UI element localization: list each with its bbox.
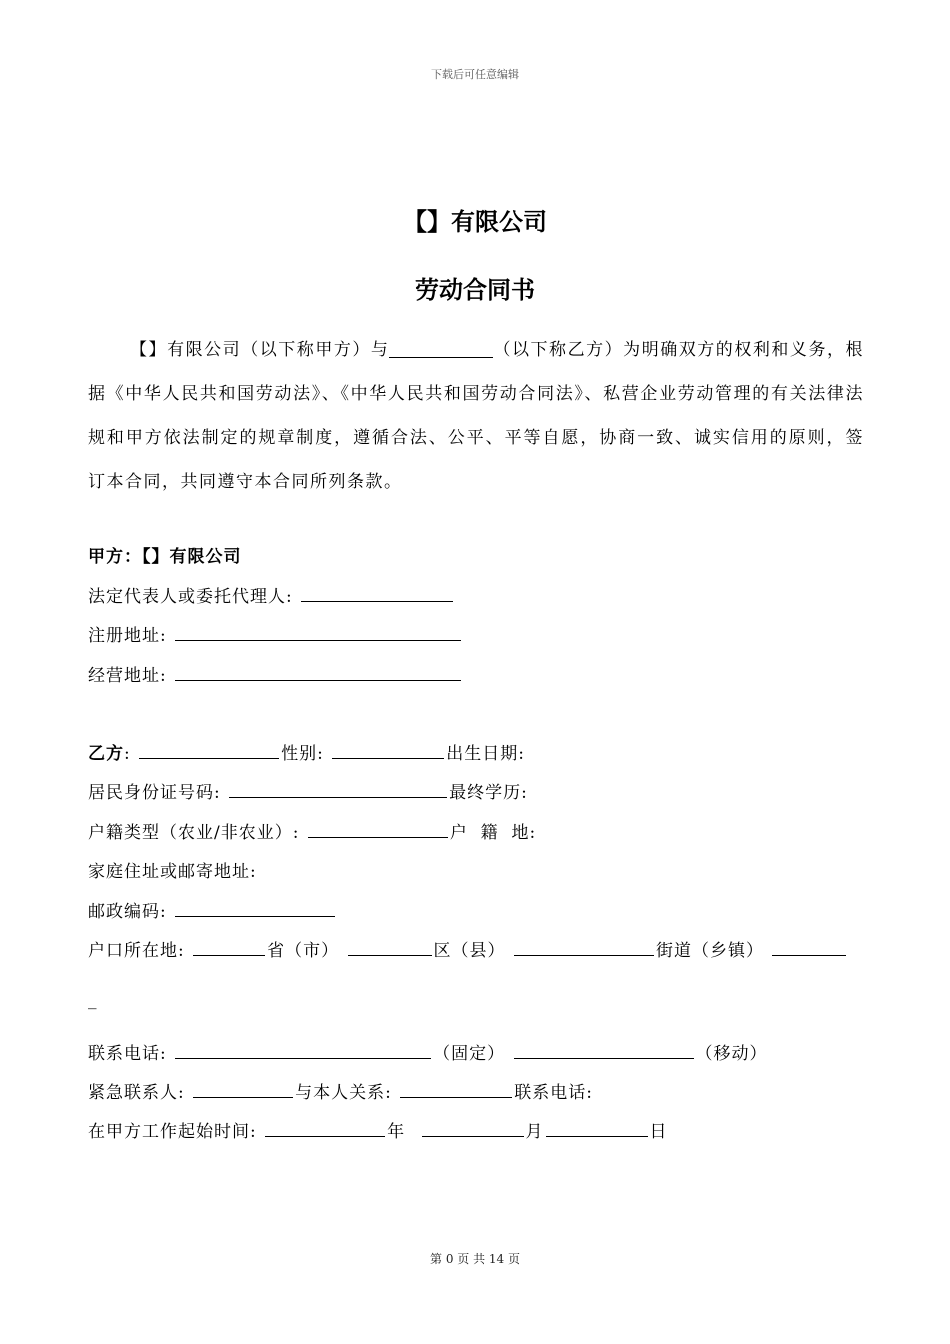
party-a-biz-blank	[175, 664, 461, 681]
page-header: 下载后可任意编辑	[431, 68, 519, 81]
mobile-label: （移动）	[695, 1044, 768, 1064]
party-a-biz-row	[88, 661, 463, 686]
hukou-type-label: 户籍类型（农业/非农业）:	[88, 823, 300, 843]
district-label: 区（县）	[433, 941, 506, 961]
hukou-place-label: 户 籍 地:	[449, 823, 537, 843]
start-time-row	[88, 1117, 668, 1142]
party-a-rep-label: 法定代表人或委托代理人:	[88, 587, 293, 607]
birth-label: 出生日期:	[446, 744, 526, 764]
phone-row	[88, 1039, 768, 1064]
party-a-rep-blank	[301, 585, 453, 602]
postcode-row	[88, 897, 337, 922]
street-trailing-blank	[772, 939, 846, 956]
id-label: 居民身份证号码:	[88, 783, 221, 803]
company-title: 【】有限公司	[403, 208, 547, 236]
emergency-phone-label: 联系电话:	[514, 1083, 594, 1103]
street-label: 街道（乡镇）	[655, 941, 764, 961]
hukou-loc-row	[88, 936, 848, 961]
education-label: 最终学历:	[449, 783, 528, 803]
phone-label: 联系电话:	[88, 1044, 167, 1064]
emergency-label: 紧急联系人:	[88, 1083, 185, 1103]
party-b-colon: :	[124, 744, 131, 764]
party-b-name-field	[139, 742, 279, 759]
fixed-phone-blank	[175, 1042, 431, 1059]
year-blank	[265, 1120, 385, 1137]
emergency-blank	[193, 1081, 293, 1098]
party-a-reg-label: 注册地址:	[88, 626, 167, 646]
party-a-biz-label: 经营地址:	[88, 666, 167, 686]
province-blank	[193, 939, 265, 956]
party-b-row-1	[88, 739, 525, 764]
postcode-label: 邮政编码:	[88, 902, 167, 922]
relation-label: 与本人关系:	[295, 1083, 392, 1103]
district-blank	[348, 939, 432, 956]
party-a-label: 甲方：【】有限公司	[88, 547, 242, 567]
intro-part1: 【】有限公司（以下称甲方）与	[130, 340, 390, 360]
document-title: 劳动合同书	[415, 276, 535, 304]
hukou-loc-label: 户口所在地:	[88, 941, 185, 961]
stray-mark: _	[88, 990, 98, 1010]
postcode-blank	[175, 900, 335, 917]
party-b-row-2	[88, 778, 528, 803]
emergency-row	[88, 1078, 593, 1103]
day-label: 日	[649, 1122, 668, 1142]
party-b-row-3	[88, 818, 536, 843]
year-label: 年	[387, 1122, 406, 1142]
party-a-reg-blank	[175, 624, 461, 641]
intro-paragraph	[88, 328, 864, 504]
party-b-label: 乙方	[88, 744, 124, 764]
province-label: 省（市）	[267, 941, 340, 961]
intro-part2: （以下称乙方）为明确双方的权利和义务，根据《中华人民共和国劳动法》、《中华人民共和国劳动合同法》、私营企业劳动管理的有关法律法规和甲方依法制定的规章制度，遵循合法、公平、平等自愿，协商一致、诚实信用的原则，签订本合同，共同遵守本合同所列条款。	[88, 340, 865, 492]
party-b-name-blank	[389, 339, 493, 358]
id-blank	[229, 781, 447, 798]
fixed-label: （固定）	[433, 1044, 506, 1064]
start-time-label: 在甲方工作起始时间:	[88, 1122, 257, 1142]
page-footer: 第 0 页 共 14 页	[430, 1252, 520, 1266]
hukou-type-blank	[308, 821, 448, 838]
gender-blank	[332, 742, 444, 759]
party-a-rep-row	[88, 582, 455, 607]
relation-blank	[400, 1081, 512, 1098]
month-blank	[422, 1120, 524, 1137]
month-label: 月	[525, 1122, 544, 1142]
mobile-phone-blank	[514, 1042, 694, 1059]
party-a-reg-row	[88, 621, 463, 646]
home-addr-label: 家庭住址或邮寄地址:	[88, 862, 257, 882]
day-blank	[546, 1120, 648, 1137]
street-blank	[514, 939, 654, 956]
gender-label: 性别:	[281, 744, 324, 764]
